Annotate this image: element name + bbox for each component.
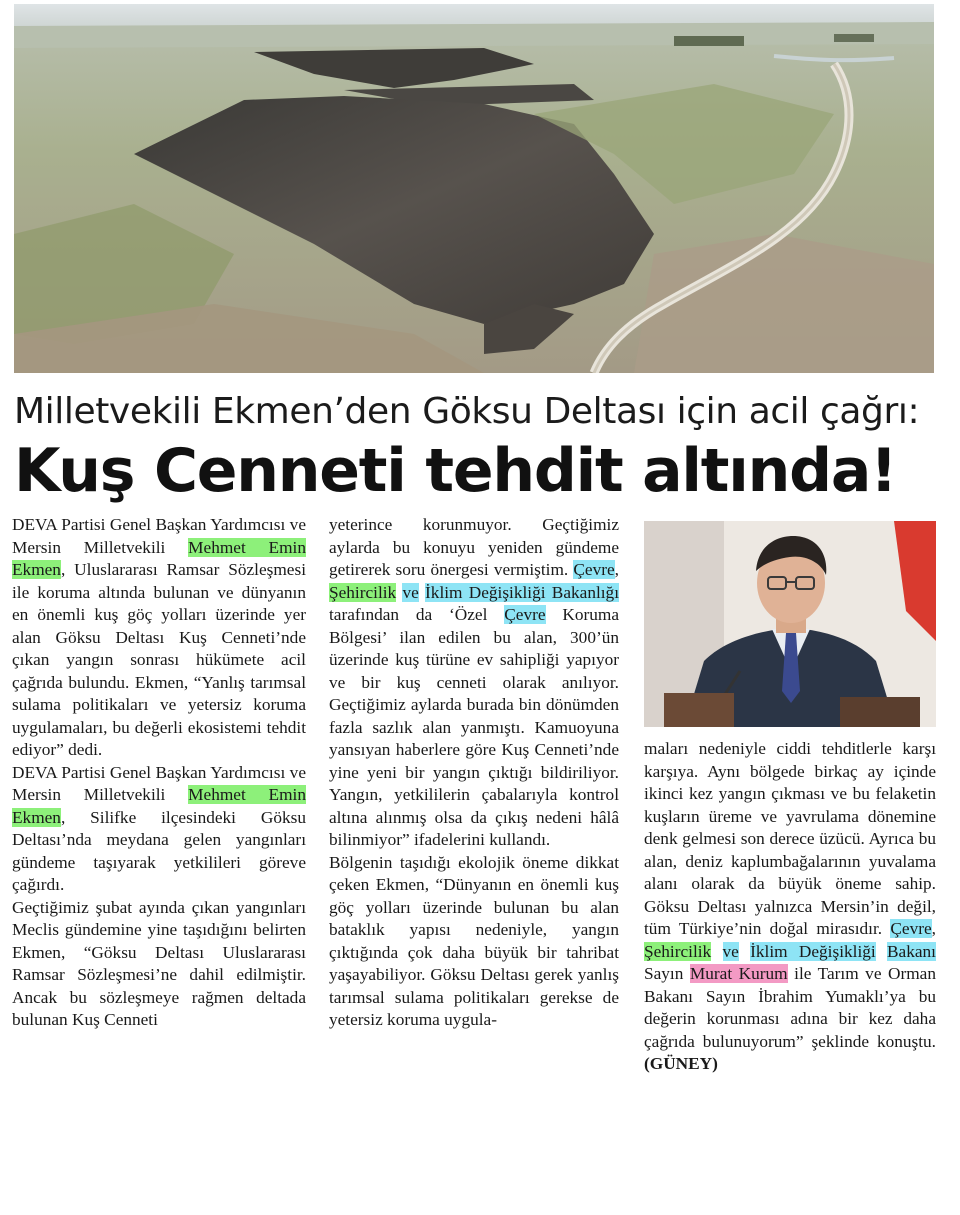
text-run: ,: [931, 919, 936, 938]
highlight-ministry: Çevre: [890, 919, 932, 938]
highlight-ministry: Şehircilik: [329, 582, 397, 602]
highlight-ministry: Çevre: [573, 560, 615, 579]
text-run: ,: [614, 560, 619, 579]
paragraph: [644, 738, 936, 1076]
article-headline: Kuş Cenneti tehdit altında!: [14, 436, 897, 506]
highlight-ministry: Bakanı: [887, 941, 936, 961]
highlight-name: Mehmet Emin Ekmen: [12, 785, 307, 827]
text-run: Koruma Bölgesi’ ilan edilen bu alan, 300’ün üzerinde kuş türüne ev sahipliği yapıyor ve bir kuş cenneti olarak anılıyor. Geçtiğimiz aylarda burada bin dönümden fazla sazlık alan yanmıştı. Kamuoyuna yansıyan haberlere göre Kuş Cenneti’nde yine yeni bir yangın çıktığı bildiriliyor. Yangın, yetkililerin çabalarıyla kontrol altına alınmış olsa da çıkış nedeni hâlâ bilinmiyor” ifadelerini kullandı.: [329, 605, 619, 849]
highlight-ministry: İklim Değişikliği Bakanlığı: [425, 582, 619, 602]
highlight-minister-name: Murat Kurum: [689, 964, 788, 983]
paragraph: Bölgenin taşıdığı ekolojik öneme dikkat çeken Ekmen, “Dünyanın en önemli kuş göç yolları üzerinde bulunan bu alan bataklık yapısı nedeniyle, yangın çıktığında çok daha büyük bir tahribat yaşayabiliyor. Göksu Deltası gerek yanlış tarımsal sulama politikaları gerekse de yetersiz koruma uygula-: [329, 852, 619, 1029]
text-run: DEVA Partisi Genel Başkan Yardımcısı ve Mersin Milletvekili: [12, 515, 306, 557]
highlight-ministry: ve: [722, 941, 739, 961]
text-run: Sayın: [644, 964, 684, 983]
text-run: DEVA Partisi Genel Başkan Yardımcısı ve Mersin Milletvekili: [12, 762, 306, 804]
text-run: maları nedeniyle ciddi tehditlerle karşı karşıya. Aynı bölgede birkaç ay içinde ikinci kez yangın çıkması ve bu felaketin kuşların üreme ve yavrulama dönemine denk gelmesi son derece üzücü. Ayrıca bu alan, deniz kaplumbağalarının yuvalama alanı olarak da büyük öneme sahip. Göksu Deltası yalnızca Mersin’in değil, tüm Türkiye’nin doğal mirasıdır.: [644, 739, 936, 938]
article-column-3: [644, 738, 936, 1076]
paragraph: [12, 762, 306, 897]
highlight-ministry: Şehircilik: [644, 941, 712, 961]
highlight-ministry: ve: [402, 582, 419, 602]
article-subheadline: Milletvekili Ekmen’den Göksu Deltası için acil çağrı:: [14, 391, 920, 432]
text-run: ile Tarım ve Orman Bakanı Sayın İbrahim Yumaklı’ya bu değerin korunması adına bir kez daha çağrıda bulunuyorum” şeklinde konuştu.: [644, 964, 936, 1051]
paragraph: Geçtiğimiz şubat ayında çıkan yangınları Meclis gündemine yine taşıdığını belirten Ekmen, “Göksu Deltası Uluslararası Ramsar Sözleşmesi’ne dahil edilmiştir. Ancak bu sözleşmeye rağmen deltada bulunan Kuş Cenneti: [12, 897, 306, 1029]
highlight-ministry: Çevre: [504, 605, 546, 624]
text-run: , Uluslararası Ramsar Sözleşmesi ile koruma altında bulunan ve dünyanın en önemli kuş göç yolları üzerinde yer alan Göksu Deltası Kuş Cenneti’nde çıkan yangın sonrası hükümete acil çağrıda bulundu. Ekmen, “Yanlış tarımsal sulama politikaları ve yetersiz koruma uygulamaları, bu değerli ekosistemi tehdit ediyor” dedi.: [12, 560, 306, 759]
paragraph: [329, 514, 619, 852]
aerial-burned-wetland-photo: [14, 4, 934, 373]
speaker-portrait-photo: [644, 521, 936, 727]
text-run: , Silifke ilçesindeki Göksu Deltası’nda meydana gelen yangınları gündeme taşıyarak yetkilileri göreve çağırdı.: [12, 807, 306, 894]
highlight-ministry: İklim Değişikliği: [750, 941, 876, 961]
highlight-name: Mehmet Emin Ekmen: [12, 537, 307, 579]
article-column-1: [12, 514, 306, 1032]
byline: (GÜNEY): [644, 1054, 718, 1073]
text-run: yeterince korunmuyor. Geçtiğimiz aylarda bu konuyu yeniden gündeme getirerek soru önergesi vermiştim.: [329, 515, 619, 579]
article-column-2: [329, 514, 619, 1032]
portrait-illustration: [644, 521, 936, 727]
aerial-photo-illustration: [14, 4, 934, 373]
paragraph: [12, 514, 306, 762]
text-run: tarafından da ‘Özel: [329, 605, 488, 624]
